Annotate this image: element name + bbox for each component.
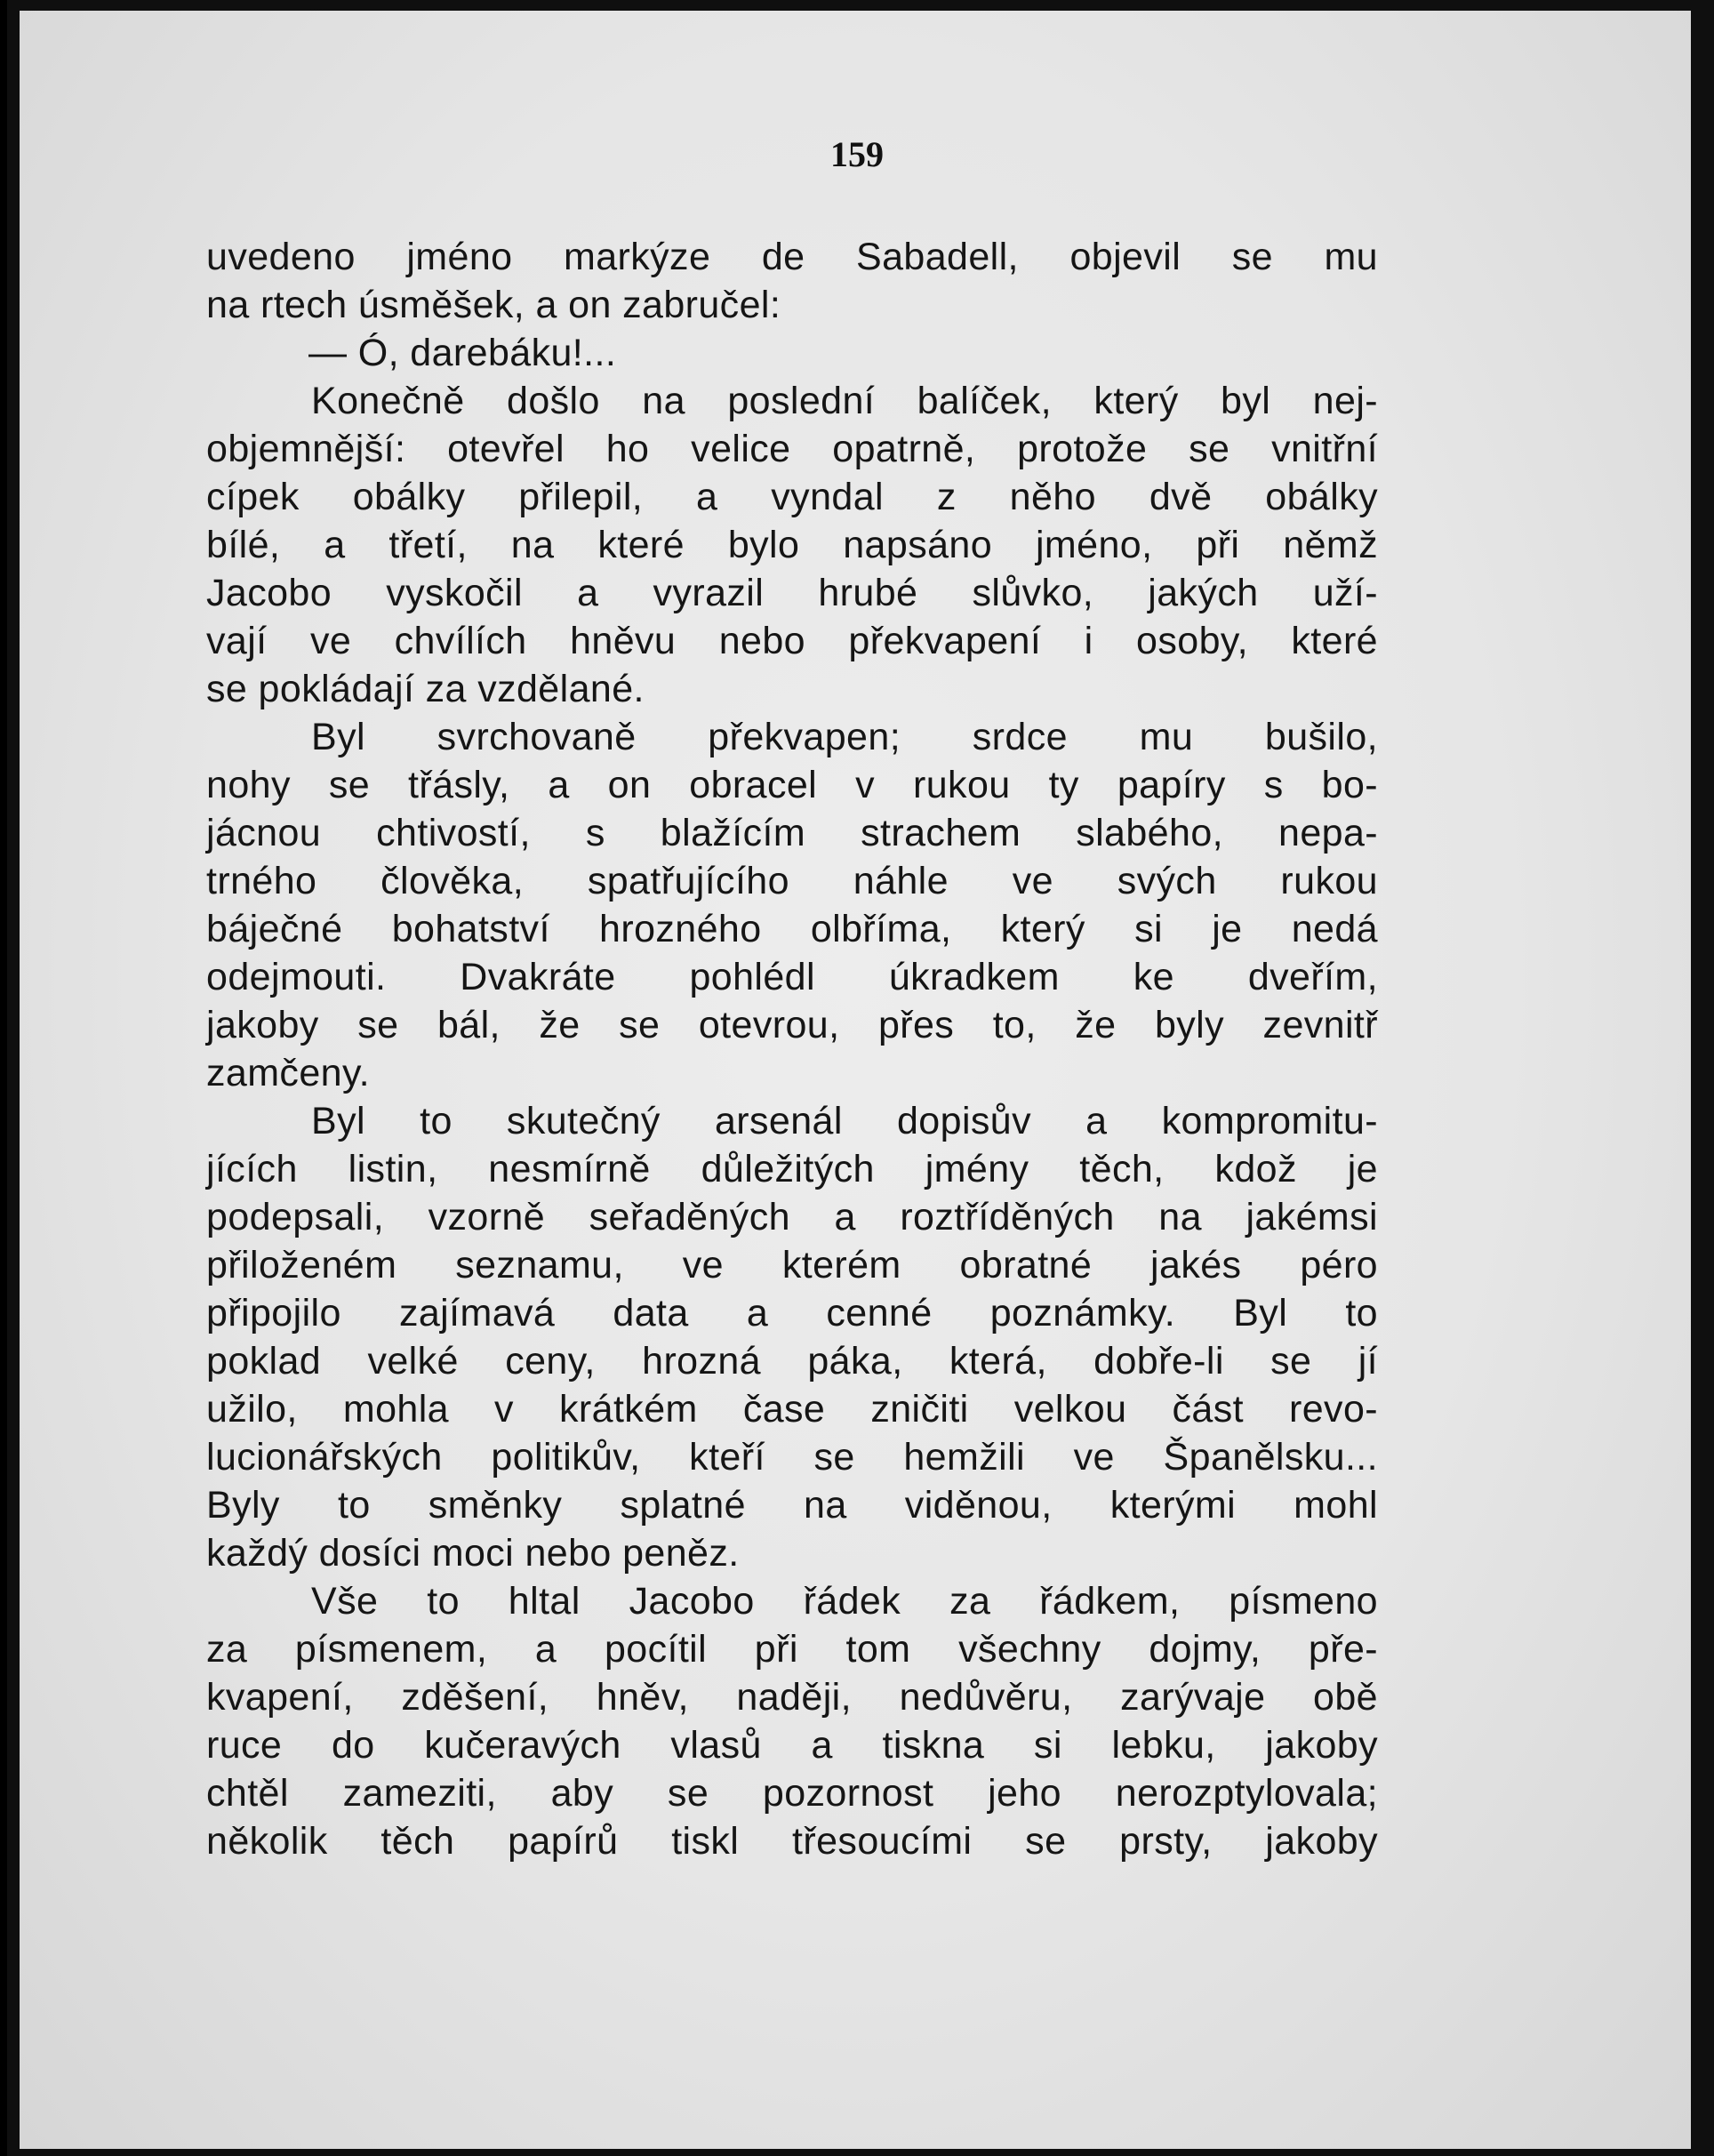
text-line: poklad velké ceny, hrozná páka, která, dobře-li se jí (206, 1340, 1378, 1383)
text-line: zamčeny. (206, 1052, 371, 1094)
text-line: jácnou chtivostí, s blažícím strachem slabého, nepa- (206, 812, 1378, 854)
text-line: Byly to směnky splatné na viděnou, kterými mohl (206, 1484, 1378, 1527)
page-number: 159 (830, 134, 884, 174)
text-line: každý dosíci moci nebo peněz. (206, 1532, 740, 1575)
text-line: jících listin, nesmírně důležitých jmény těch, kdož je (206, 1148, 1378, 1190)
text-line: lucionářských politikův, kteří se hemžili ve Španělsku... (206, 1436, 1378, 1479)
text-line: za písmenem, a pocítil při tom všechny dojmy, pře- (206, 1628, 1378, 1671)
text-line: báječné bohatství hrozného olbříma, který si je nedá (206, 908, 1378, 950)
text-line: uvedeno jméno markýze de Sabadell, objevil se mu (206, 236, 1378, 278)
body-text (206, 233, 1378, 1865)
text-line: Byl svrchovaně překvapen; srdce mu bušilo, (311, 716, 1378, 758)
text-line: několik těch papírů tiskl třesoucími se prsty, jakoby (206, 1820, 1378, 1863)
text-line: ruce do kučeravých vlasů a tiskna si lebku, jakoby (206, 1724, 1378, 1767)
text-line: připojilo zajímavá data a cenné poznámky. Byl to (206, 1292, 1378, 1334)
text-line: chtěl zameziti, aby se pozornost jeho nerozptylovala; (206, 1772, 1378, 1815)
text-line: trného člověka, spatřujícího náhle ve svých rukou (206, 860, 1378, 902)
text-line: bílé, a třetí, na které bylo napsáno jméno, při němž (206, 524, 1378, 566)
text-line: — Ó, darebáku!... (308, 332, 617, 374)
text-line: Vše to hltal Jacobo řádek za řádkem, písmeno (311, 1580, 1378, 1623)
text-line: na rtech úsměšek, a on zabručel: (206, 284, 781, 326)
text-line: nohy se třásly, a on obracel v rukou ty papíry s bo- (206, 764, 1378, 806)
text-line: Byl to skutečný arsenál dopisův a kompromitu- (311, 1100, 1378, 1142)
text-line: cípek obálky přilepil, a vyndal z něho dvě obálky (206, 476, 1378, 518)
text-line: jakoby se bál, že se otevrou, přes to, že byly zevnitř (206, 1004, 1378, 1046)
text-line: vají ve chvílích hněvu nebo překvapení i osoby, které (206, 620, 1378, 662)
text-line: odejmouti. Dvakráte pohlédl úkradkem ke dveřím, (206, 956, 1378, 998)
text-line: objemnější: otevřel ho velice opatrně, protože se vnitřní (206, 428, 1378, 470)
text-line: užilo, mohla v krátkém čase zničiti velkou část revo- (206, 1388, 1378, 1431)
text-line: se pokládají za vzdělané. (206, 668, 645, 710)
text-line: Jacobo vyskočil a vyrazil hrubé slůvko, jakých uží- (206, 572, 1378, 614)
text-line: přiloženém seznamu, ve kterém obratné jakés péro (206, 1244, 1378, 1286)
text-line: podepsali, vzorně seřaděných a roztříděných na jakémsi (206, 1196, 1378, 1238)
text-line: Konečně došlo na poslední balíček, který byl nej- (311, 380, 1378, 422)
text-line: kvapení, zděšení, hněv, naději, nedůvěru, zarývaje obě (206, 1676, 1378, 1719)
page-edge-rule (0, 0, 7, 2156)
